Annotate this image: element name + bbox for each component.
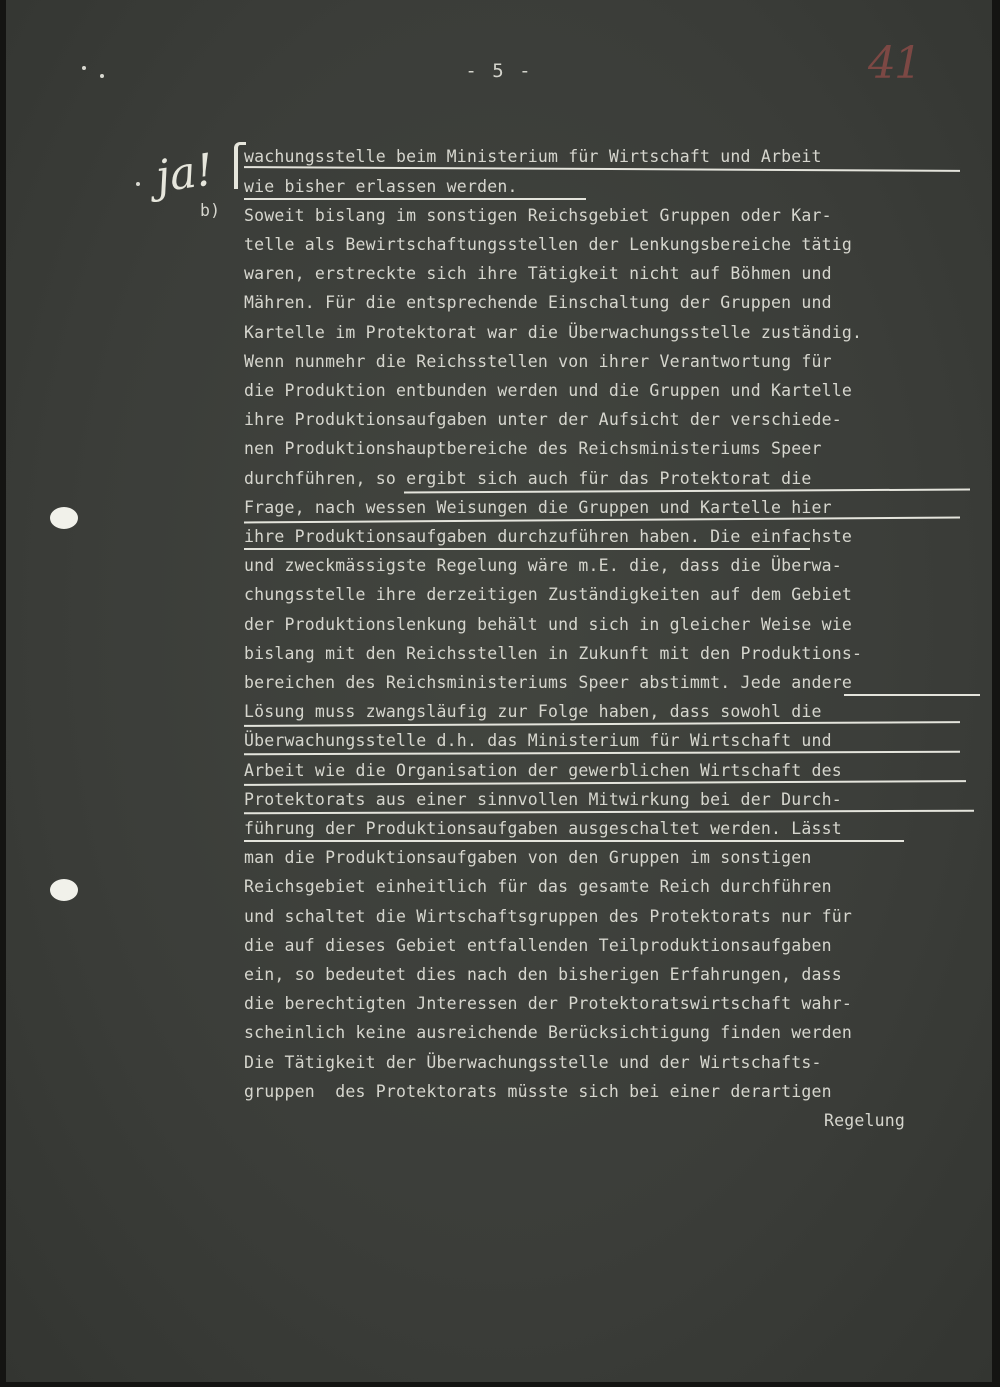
margin-annotation: ja! [152, 144, 217, 203]
text-line: wachungsstelle beim Ministerium für Wirtschaft und Arbeit [244, 147, 822, 166]
text-line: Frage, nach wessen Weisungen die Gruppen und Kartelle hier [244, 498, 832, 517]
punch-hole [50, 879, 78, 901]
text-line: Lösung muss zwangsläufig zur Folge haben, dass sowohl die [244, 702, 822, 721]
text-line: scheinlich keine ausreichende Berücksichtigung finden werden [244, 1023, 853, 1042]
folio-number: 41 [868, 38, 920, 89]
text-line: Mähren. Für die entsprechende Einschaltung der Gruppen und [244, 293, 832, 312]
text-line: der Produktionslenkung behält und sich in gleicher Weise wie [244, 615, 853, 634]
text-line: Überwachungsstelle d.h. das Ministerium für Wirtschaft und [244, 731, 832, 750]
paragraph-marker: b) [200, 201, 221, 220]
underline [844, 694, 980, 696]
text-line: und schaltet die Wirtschaftsgruppen des Protektorats nur für [244, 907, 853, 926]
text-line: man die Produktionsaufgaben von den Gruppen im sonstigen [244, 848, 812, 867]
text-line: Soweit bislang im sonstigen Reichsgebiet Gruppen oder Kar- [244, 206, 832, 225]
text-line: Wenn nunmehr die Reichsstellen von ihrer Verantwortung für [244, 352, 832, 371]
speck [136, 182, 140, 186]
text-line: gruppen des Protektorats müsste sich bei einer derartigen [244, 1082, 832, 1101]
text-line: die berechtigten Jnteressen der Protektoratswirtschaft wahr- [244, 994, 853, 1013]
underline [244, 840, 904, 842]
catchword: Regelung [824, 1111, 906, 1130]
text-line: telle als Bewirtschaftungsstellen der Lenkungsbereiche tätig [244, 235, 853, 254]
text-line: Reichsgebiet einheitlich für das gesamte Reich durchführen [244, 877, 832, 896]
page-number: - 5 - [465, 60, 533, 82]
text-line: waren, erstreckte sich ihre Tätigkeit nicht auf Böhmen und [244, 264, 832, 283]
text-line: ihre Produktionsaufgaben unter der Aufsicht der verschiede- [244, 410, 842, 429]
text-line: Die Tätigkeit der Überwachungsstelle und der Wirtschafts- [244, 1053, 822, 1072]
text-line: Protektorats aus einer sinnvollen Mitwirkung bei der Durch- [244, 790, 842, 809]
text-line: chungsstelle ihre derzeitigen Zuständigkeiten auf dem Gebiet [244, 585, 853, 604]
text-line: und zweckmässigste Regelung wäre m.E. die, dass die Überwa- [244, 556, 842, 575]
text-line: bereichen des Reichsministeriums Speer abstimmt. Jede andere [244, 673, 853, 692]
text-line: die Produktion entbunden werden und die Gruppen und Kartelle [244, 381, 853, 400]
text-line: nen Produktionshauptbereiche des Reichsministeriums Speer [244, 439, 822, 458]
underline [244, 548, 810, 550]
underline [244, 198, 586, 200]
text-line: ihre Produktionsaufgaben durchzuführen haben. Die einfachste [244, 527, 853, 546]
text-line: Kartelle im Protektorat war die Überwachungsstelle zuständig. [244, 323, 863, 342]
text-line: bislang mit den Reichsstellen in Zukunft mit den Produktions- [244, 644, 863, 663]
punch-hole [50, 507, 78, 529]
text-line: die auf dieses Gebiet entfallenden Teilproduktionsaufgaben [244, 936, 832, 955]
text-line: wie bisher erlassen werden. [244, 177, 518, 196]
text-line: führung der Produktionsaufgaben ausgeschaltet werden. Lässt [244, 819, 842, 838]
text-line: durchführen, so ergibt sich auch für das Protektorat die [244, 469, 812, 488]
text-line: Arbeit wie die Organisation der gewerblichen Wirtschaft des [244, 761, 842, 780]
text-line: ein, so bedeutet dies nach den bisherigen Erfahrungen, dass [244, 965, 842, 984]
document-page [6, 0, 992, 1382]
